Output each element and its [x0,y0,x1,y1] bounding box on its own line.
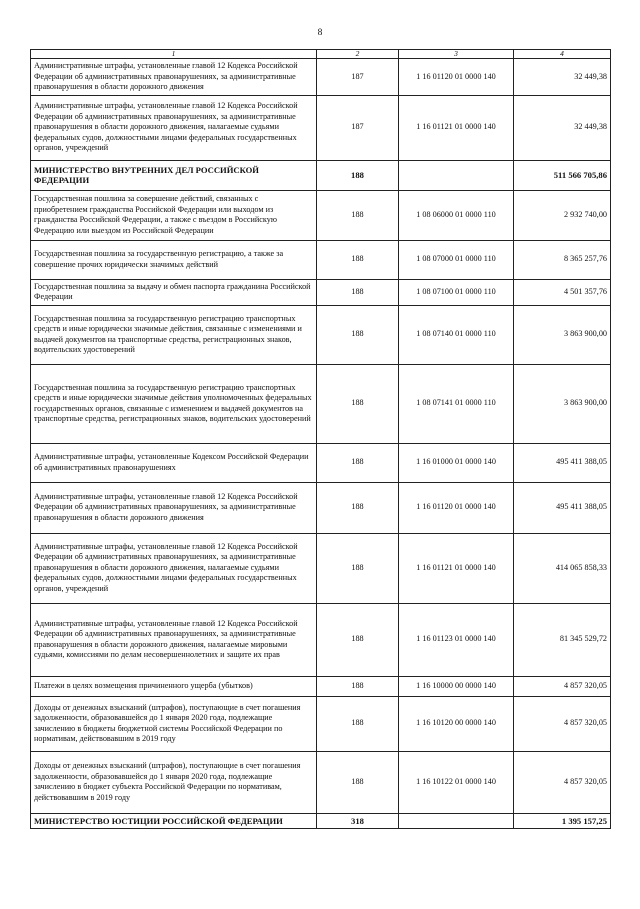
table-row [31,603,611,676]
table-row [31,305,611,364]
row-name: Доходы от денежных взысканий (штрафов), поступающие в счет погашения задолженности, образовавшейся до 1 января 2020 года, подлежащие зачислению в бюджет субъекта Российской Федерации по нормативам, действовавшим в 2019 году [31,751,317,813]
row-admin-code: 188 [317,279,399,305]
row-amount: 32 449,38 [514,59,611,96]
row-budget-code: 1 16 10120 00 0000 140 [399,696,514,751]
row-budget-code [399,813,514,829]
row-name: Платежи в целях возмещения причиненного ущерба (убытков) [31,676,317,696]
row-amount: 4 857 320,05 [514,676,611,696]
row-budget-code: 1 16 10122 01 0000 140 [399,751,514,813]
row-name: МИНИСТЕРСТВО ЮСТИЦИИ РОССИЙСКОЙ ФЕДЕРАЦИИ [31,813,317,829]
row-amount: 4 857 320,05 [514,696,611,751]
row-budget-code [399,160,514,190]
row-budget-code: 1 16 01120 01 0000 140 [399,59,514,96]
row-admin-code: 188 [317,482,399,533]
row-budget-code: 1 16 01000 01 0000 140 [399,443,514,482]
row-name: Административные штрафы, установленные Кодексом Российской Федерации об административных правонарушениях [31,443,317,482]
row-admin-code: 188 [317,751,399,813]
table-row [31,482,611,533]
page-number: 8 [317,28,323,38]
table-row [31,364,611,443]
row-admin-code: 188 [317,696,399,751]
row-name: Государственная пошлина за выдачу и обмен паспорта гражданина Российской Федерации [31,279,317,305]
table-row [31,443,611,482]
row-budget-code: 1 08 07100 01 0000 110 [399,279,514,305]
row-amount: 8 365 257,76 [514,240,611,279]
revenue-table [30,49,611,829]
row-name: Доходы от денежных взысканий (штрафов), поступающие в счет погашения задолженности, образовавшейся до 1 января 2020 года, подлежащие зачислению в бюджеты бюджетной системы Российской Федерации по нормативам, действовавшим в 2019 году [31,696,317,751]
column-number-3: 3 [399,50,514,59]
table-row [31,279,611,305]
row-budget-code: 1 08 07140 01 0000 110 [399,305,514,364]
table-row [31,696,611,751]
row-amount: 32 449,38 [514,95,611,160]
table-row [31,59,611,96]
column-number-2: 2 [317,50,399,59]
row-name: Государственная пошлина за государственную регистрацию транспортных средств и иные юридически значимые действия уполномоченных федеральных государственных органов, связанные с изменением и выдачей документов на транспортные средства, регистрационных знаков, водительских удостоверений [31,364,317,443]
row-admin-code: 187 [317,59,399,96]
row-name: Административные штрафы, установленные главой 12 Кодекса Российской Федерации об административных правонарушениях, за административные правонарушения в области дорожного движения, налагаемые судьями федеральных судов, должностными лицами федеральных государственных органов, учреждений [31,95,317,160]
row-name: Административные штрафы, установленные главой 12 Кодекса Российской Федерации об административных правонарушениях, за административные правонарушения в области дорожного движения, налагаемые мировыми судьями, комиссиями по делам несовершеннолетних и защите их прав [31,603,317,676]
row-amount: 3 863 900,00 [514,364,611,443]
row-amount: 3 863 900,00 [514,305,611,364]
row-admin-code: 188 [317,240,399,279]
row-name: Административные штрафы, установленные главой 12 Кодекса Российской Федерации об административных правонарушениях, за административные правонарушения в области дорожного движения [31,59,317,96]
ministry-row [31,160,611,190]
column-number-1: 1 [31,50,317,59]
row-name: Государственная пошлина за государственную регистрацию, а также за совершение прочих юридически значимых действий [31,240,317,279]
ministry-row [31,813,611,829]
row-admin-code: 188 [317,190,399,240]
row-budget-code: 1 16 10000 00 0000 140 [399,676,514,696]
row-name: Государственная пошлина за государственную регистрацию транспортных средств и иные юридически значимые действия, связанные с изменениями и выдачей документов на транспортные средства, регистрационных знаков, водительских удостоверений [31,305,317,364]
row-amount: 81 345 529,72 [514,603,611,676]
table-row [31,676,611,696]
row-budget-code: 1 08 06000 01 0000 110 [399,190,514,240]
row-name: Административные штрафы, установленные главой 12 Кодекса Российской Федерации об административных правонарушениях, за административные правонарушения в области дорожного движения [31,482,317,533]
row-amount: 495 411 388,05 [514,482,611,533]
row-budget-code: 1 16 01120 01 0000 140 [399,482,514,533]
row-budget-code: 1 08 07000 01 0000 110 [399,240,514,279]
row-budget-code: 1 08 07141 01 0000 110 [399,364,514,443]
table-row [31,95,611,160]
row-admin-code: 188 [317,533,399,603]
row-admin-code: 188 [317,603,399,676]
table-row [31,240,611,279]
row-admin-code: 188 [317,160,399,190]
row-amount: 1 395 157,25 [514,813,611,829]
row-name: Административные штрафы, установленные главой 12 Кодекса Российской Федерации об административных правонарушениях, за административные правонарушения в области дорожного движения, налагаемые судьями федеральных судов, должностными лицами федеральных государственных органов, учреждений [31,533,317,603]
row-admin-code: 188 [317,676,399,696]
row-amount: 511 566 705,86 [514,160,611,190]
row-budget-code: 1 16 01121 01 0000 140 [399,533,514,603]
row-name: Государственная пошлина за совершение действий, связанных с приобретением гражданства Российской Федерации или выходом из гражданства Российской Федерации, а также с въездом в Российскую Федерацию или выездом из Российской Федерации [31,190,317,240]
row-amount: 414 065 858,33 [514,533,611,603]
table-row [31,533,611,603]
row-budget-code: 1 16 01121 01 0000 140 [399,95,514,160]
row-admin-code: 188 [317,443,399,482]
row-admin-code: 188 [317,364,399,443]
row-admin-code: 187 [317,95,399,160]
row-name: МИНИСТЕРСТВО ВНУТРЕННИХ ДЕЛ РОССИЙСКОЙ ФЕДЕРАЦИИ [31,160,317,190]
row-admin-code: 188 [317,305,399,364]
row-amount: 4 857 320,05 [514,751,611,813]
column-number-4: 4 [514,50,611,59]
row-amount: 495 411 388,05 [514,443,611,482]
row-amount: 4 501 357,76 [514,279,611,305]
column-number-row [31,50,611,59]
table-row [31,190,611,240]
row-budget-code: 1 16 01123 01 0000 140 [399,603,514,676]
row-admin-code: 318 [317,813,399,829]
table-row [31,751,611,813]
row-amount: 2 932 740,00 [514,190,611,240]
